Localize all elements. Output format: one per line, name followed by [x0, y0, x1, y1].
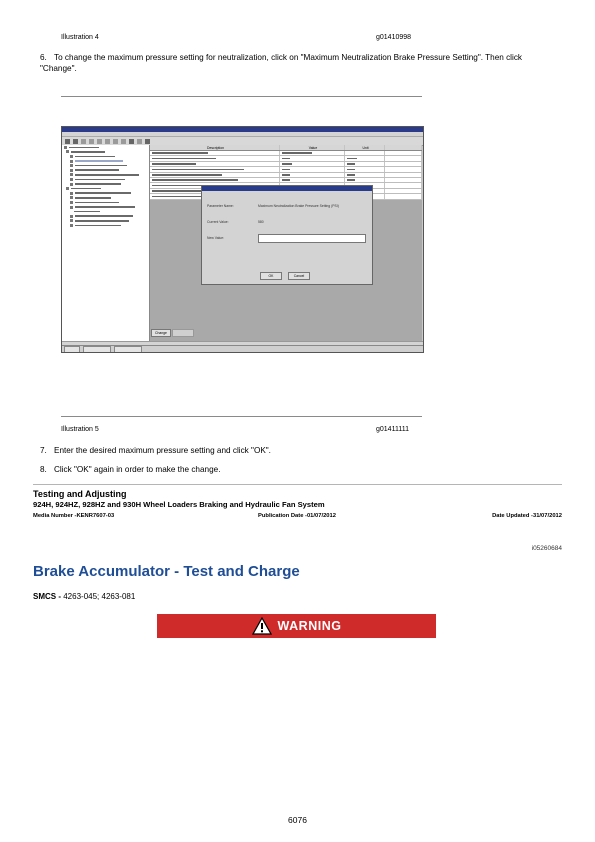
change-button[interactable]: Change: [151, 329, 171, 337]
dialog-titlebar: [202, 186, 372, 191]
tool-icon: [97, 139, 102, 144]
smcs-codes: 4263-045; 4263-081: [63, 592, 136, 601]
illustration-4-caption: Illustration 4: [61, 34, 99, 41]
software-screenshot: [61, 126, 424, 353]
illustration-5-caption: Illustration 5: [61, 426, 99, 433]
divider: [33, 484, 562, 485]
warning-banner: [157, 614, 436, 638]
step-8: [40, 464, 540, 475]
step-number: 6.: [40, 53, 47, 62]
date-updated: Date Updated -31/07/2012: [492, 513, 562, 519]
current-value: 580: [258, 220, 264, 224]
change-value-dialog: [201, 185, 373, 285]
tool-icon: [105, 139, 110, 144]
tool-icon: [113, 139, 118, 144]
document-subtitle: 924H, 924HZ, 928HZ and 930H Wheel Loaders Braking and Hydraulic Fan System: [33, 500, 325, 509]
start-button: [64, 346, 80, 353]
open-icon: [65, 139, 70, 144]
taskbar-item: [83, 346, 111, 353]
home-icon: [129, 139, 134, 144]
tool-icon: [89, 139, 94, 144]
warning-icon: [252, 617, 272, 635]
help-icon: [145, 139, 150, 144]
taskbar-item: [114, 346, 142, 353]
tool-icon: [137, 139, 142, 144]
step-text: Click "OK" again in order to make the change.: [54, 465, 221, 474]
illustration-4-id: g01410998: [376, 34, 412, 41]
step-text: To change the maximum pressure setting for neutralization, click on "Maximum Neutralization Brake Pressure Setting". Then click "Change".: [40, 53, 523, 73]
new-value-input[interactable]: [258, 234, 366, 243]
navigation-tree: [62, 145, 150, 341]
current-value-label: Current Value:: [207, 220, 229, 224]
tool-icon: [81, 139, 86, 144]
taskbar: [62, 345, 424, 353]
page-heading: Brake Accumulator - Test and Charge: [33, 563, 300, 580]
divider: [61, 416, 422, 417]
smcs-label: SMCS -: [33, 592, 61, 601]
save-icon: [73, 139, 78, 144]
step-number: 8.: [40, 465, 47, 474]
column-value: Value: [280, 145, 345, 150]
parameter-name-value: Maximum Neutralization Brake Pressure Setting (PSI): [258, 204, 339, 208]
section-title: Testing and Adjusting: [33, 489, 127, 499]
smcs-line: [33, 592, 135, 601]
step-text: Enter the desired maximum pressure setting and click "OK".: [54, 446, 271, 455]
disabled-button: [172, 329, 194, 337]
warning-label: WARNING: [277, 619, 342, 633]
tool-icon: [121, 139, 126, 144]
publication-date: Publication Date -01/07/2012: [258, 513, 336, 519]
parameter-name-label: Parameter Name:: [207, 204, 234, 208]
page-number: 6076: [288, 815, 307, 825]
column-unit: Unit: [345, 145, 385, 150]
divider: [61, 96, 422, 97]
document-id: i05260684: [531, 545, 562, 552]
media-number: Media Number -KENR7607-03: [33, 513, 115, 519]
step-number: 7.: [40, 446, 47, 455]
new-value-label: New Value:: [207, 236, 225, 240]
column-description: Description: [150, 145, 280, 150]
cancel-button[interactable]: Cancel: [288, 272, 310, 280]
illustration-5-id: g01411111: [376, 426, 409, 433]
step-6: [40, 52, 540, 74]
ok-button[interactable]: OK: [260, 272, 282, 280]
step-7: [40, 445, 540, 456]
